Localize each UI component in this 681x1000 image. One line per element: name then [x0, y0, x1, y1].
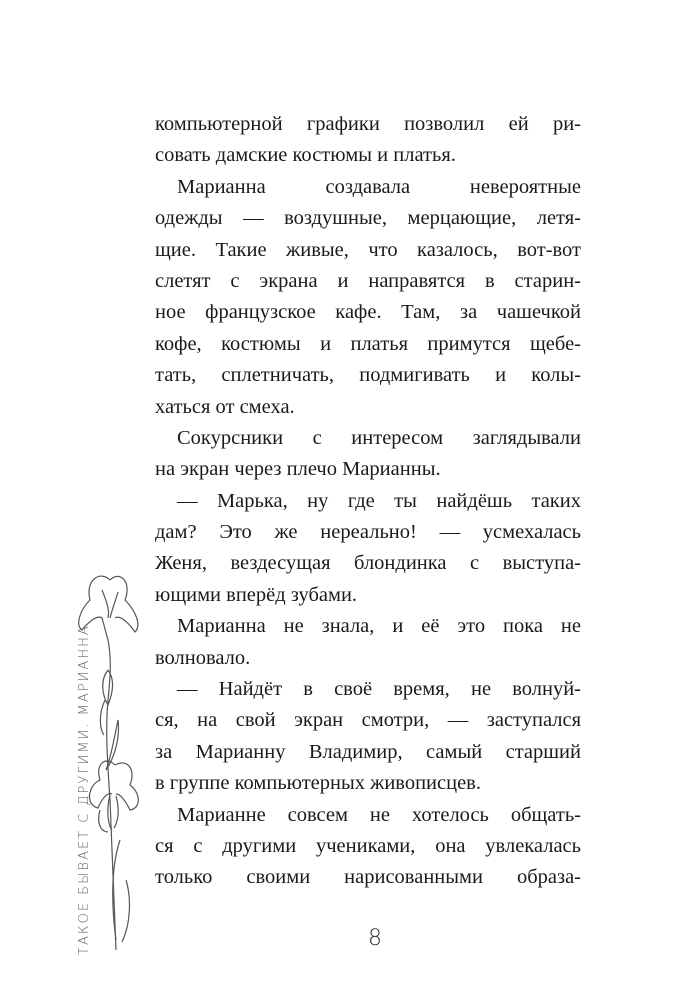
- text-line: компьютерной графики позволил ей ри-: [155, 113, 581, 135]
- text-line: Сокурсники с интересом заглядывали: [177, 426, 581, 449]
- body-text: [155, 109, 581, 894]
- text-line: ся с другими учениками, она увлекалась: [155, 834, 581, 857]
- running-title: ТАКОЕ БЫВАЕТ С ДРУГИМИ. МАРИАННА: [77, 624, 92, 955]
- text-line: слетят с экрана и направятся в старин-: [155, 269, 581, 292]
- text-line: — Найдёт в своё время, не волнуй-: [177, 678, 581, 701]
- text-line: Марианне совсем не хотелось общать-: [177, 803, 581, 826]
- text-line: совать дамские костюмы и платья.: [155, 144, 456, 167]
- text-line: в группе компьютерных живописцев.: [155, 772, 481, 795]
- text-line: ющими вперёд зубами.: [155, 583, 358, 606]
- text-line: ся, на свой экран смотри, — заступался: [155, 709, 581, 732]
- text-line: Женя, вездесущая блондинка с выступа-: [155, 552, 581, 575]
- text-line: тать, сплетничать, подмигивать и колы-: [155, 364, 581, 387]
- page-number: 8: [368, 926, 382, 951]
- text-line: ное французское кафе. Там, за чашечкой: [155, 301, 581, 324]
- text-line: хаться от смеха.: [155, 395, 295, 418]
- text-line: только своими нарисованными образа-: [155, 866, 581, 889]
- text-line: за Марианну Владимир, самый старший: [155, 740, 581, 763]
- text-line: Марианна создавала невероятные: [177, 175, 581, 198]
- text-line: кофе, костюмы и платья примутся щебе-: [155, 332, 581, 355]
- text-line: волновало.: [155, 646, 251, 669]
- text-line: — Марька, ну где ты найдёшь таких: [177, 489, 581, 512]
- text-line: дам? Это же нереально! — усмехалась: [155, 521, 581, 544]
- text-line: одежды — воздушные, мерцающие, летя-: [155, 207, 581, 230]
- text-line: щие. Такие живые, что казалось, вот-вот: [155, 238, 581, 261]
- text-line: Марианна не знала, и её это пока не: [177, 615, 581, 638]
- text-line: на экран через плечо Марианны.: [155, 458, 441, 481]
